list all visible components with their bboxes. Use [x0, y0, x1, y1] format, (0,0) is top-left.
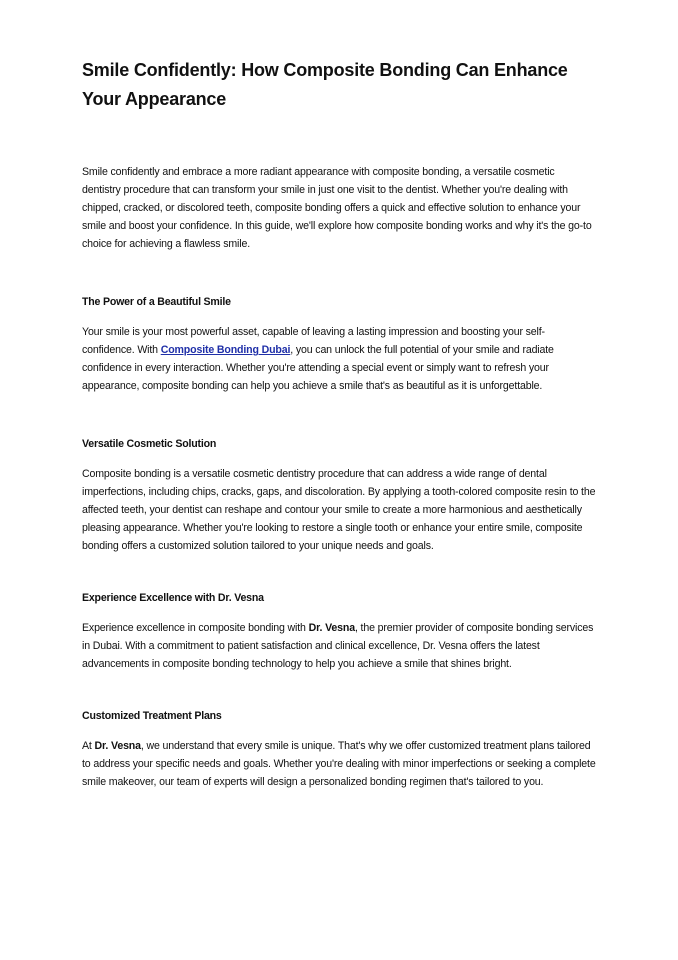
provider-name: Dr. Vesna: [94, 740, 141, 752]
page-title: Smile Confidently: How Composite Bonding Can Enhance Your Appearance: [82, 60, 568, 109]
section-heading: Customized Treatment Plans: [82, 710, 222, 722]
section-heading: Versatile Cosmetic Solution: [82, 438, 217, 450]
section-paragraph: [82, 323, 596, 395]
section-power-of-smile: [82, 293, 596, 395]
intro-paragraph: Smile confidently and embrace a more radiant appearance with composite bonding, a versatile cosmetic dentistry procedure that can transform your smile in just one visit to the dentist. Whether you're dealing with chipped, cracked, or discolored teeth, composite bonding offers a quick and effective solution to enhance your smile and boost your confidence. In this guide, we'll explore how composite bonding works and why it's the go-to choice for achieving a flawless smile.: [82, 166, 592, 250]
section-paragraph: [82, 619, 596, 673]
paragraph-text: Your smile is your most powerful asset, capable of leaving a lasting impression and boosting your self-confidence. With: [82, 326, 545, 356]
paragraph-text: Experience excellence in composite bonding with: [82, 622, 309, 634]
composite-bonding-dubai-link[interactable]: Composite Bonding Dubai: [160, 344, 291, 356]
section-experience-excellence: [82, 589, 596, 673]
provider-name: Dr. Vesna: [308, 622, 355, 634]
paragraph-text: At: [82, 740, 95, 752]
section-heading: The Power of a Beautiful Smile: [82, 296, 231, 308]
paragraph-text: , we understand that every smile is unique. That's why we offer customized treatment plans tailored to address your specific needs and goals. Whether you're dealing with minor imperfections or seeking a complete smile makeover, our team of experts will design a personalized bonding regimen that's tailored to you.: [82, 740, 596, 788]
section-heading: Experience Excellence with Dr. Vesna: [82, 592, 264, 604]
paragraph-text: , you can unlock the full potential of your smile and radiate confidence in every interaction. Whether you're attending a special event or simply want to refresh your appearance, composite bonding can help you achieve a smile that's as beautiful as it is unforgettable.: [82, 344, 554, 392]
section-customized-plans: [82, 707, 596, 791]
section-paragraph: Composite bonding is a versatile cosmetic dentistry procedure that can address a wide range of dental imperfections, including chips, cracks, gaps, and discoloration. By applying a tooth-colored composite resin to the affected teeth, your dentist can reshape and contour your smile to create a more harmonious and aesthetically pleasing appearance. Whether you're looking to restore a single tooth or enhance your entire smile, composite bonding offers a customized solution tailored to your unique needs and goals.: [82, 468, 596, 552]
paragraph-text: , the premier provider of composite bonding services in Dubai. With a commitment to patient satisfaction and clinical excellence, Dr. Vesna offers the latest advancements in composite bonding technology to help you achieve a smile that shines bright.: [82, 622, 594, 670]
section-paragraph: [82, 737, 596, 791]
section-versatile-solution: [82, 435, 596, 555]
